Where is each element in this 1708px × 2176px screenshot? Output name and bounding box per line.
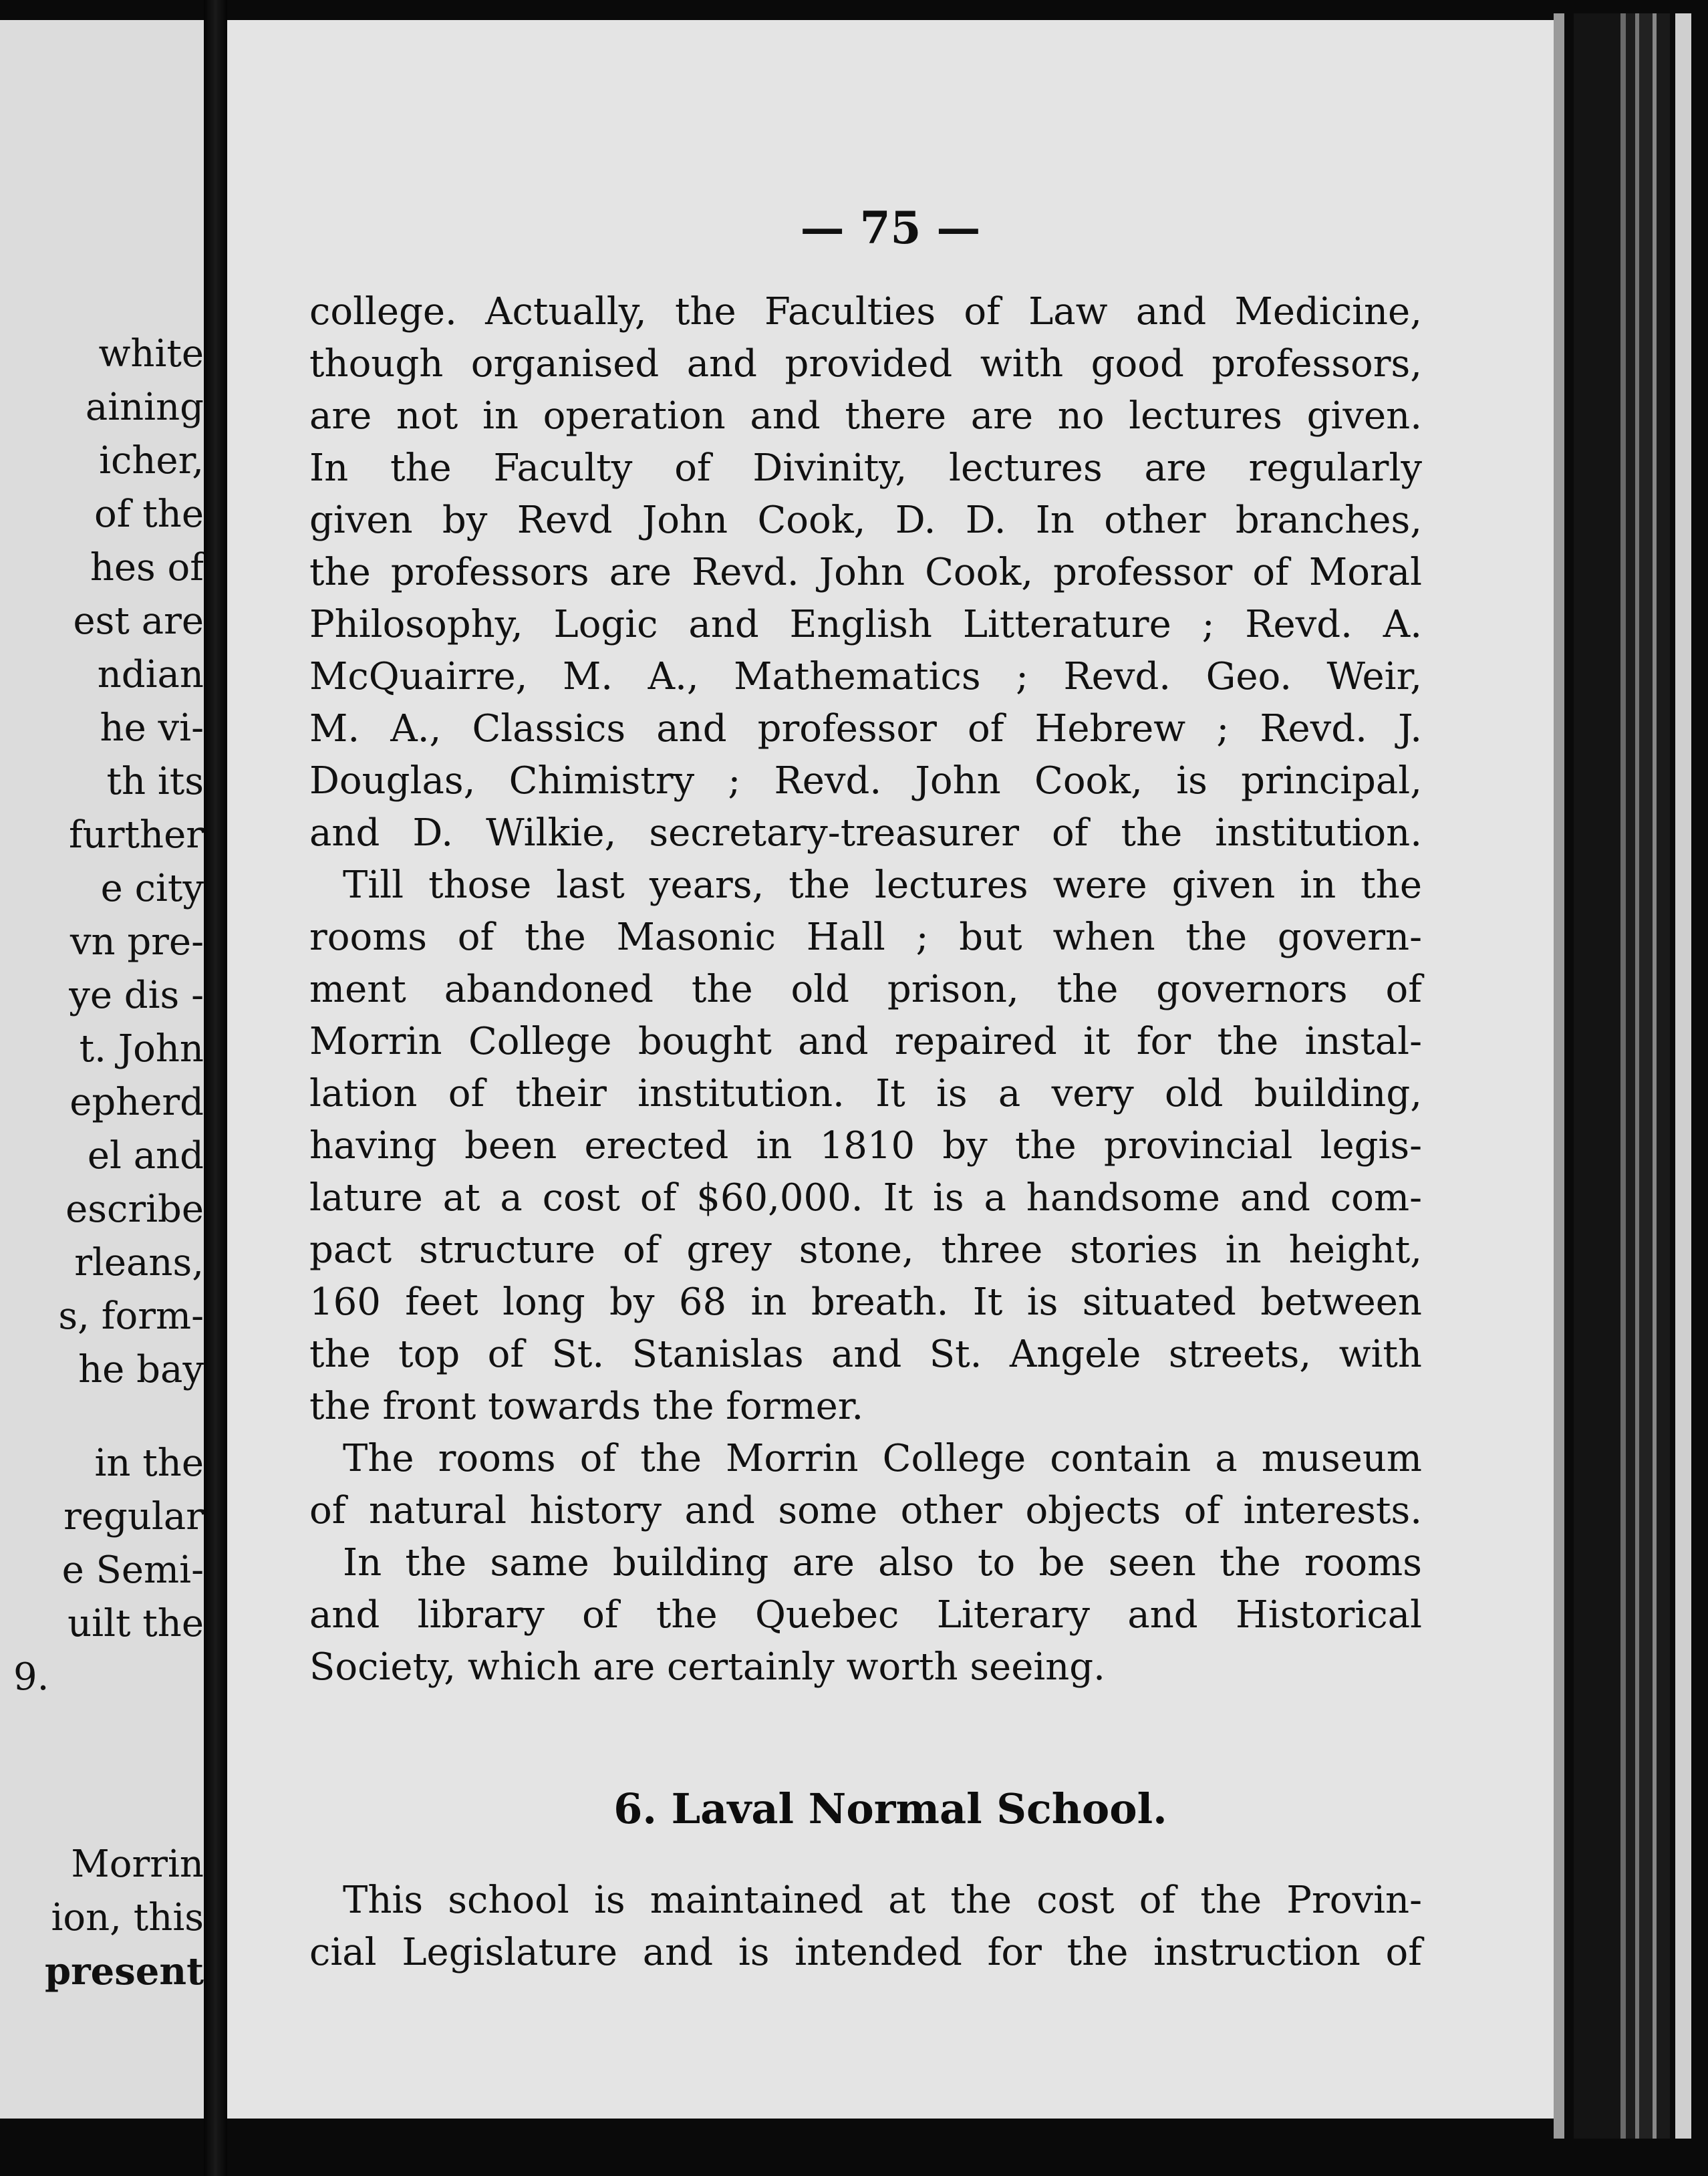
text-line: are not in operation and there are no lectures given.	[309, 394, 1422, 438]
paragraph	[309, 1433, 1422, 1537]
left-line: he bay	[78, 1348, 204, 1391]
left-line: escribe	[65, 1188, 204, 1231]
text-line: In the same building are also to be seen the rooms	[343, 1541, 1422, 1585]
text-line: Till those last years, the lectures were given in the	[343, 863, 1422, 907]
left-line: regular	[63, 1495, 204, 1538]
text-line: cial Legislature and is intended for the instruction of	[309, 1931, 1422, 1974]
left-line: s, form-	[58, 1295, 204, 1338]
left-line: uilt the	[67, 1602, 204, 1645]
body-text	[309, 286, 1422, 1693]
text-line: the front towards the former.	[309, 1385, 864, 1428]
paragraph	[309, 859, 1422, 1433]
paragraph	[309, 1875, 1422, 1979]
text-line: Philosophy, Logic and English Litterature ; Revd. A.	[309, 603, 1422, 646]
book-gutter	[204, 0, 227, 2176]
text-line: M. A., Classics and professor of Hebrew ; Revd. J.	[309, 707, 1422, 751]
text-line: ment abandoned the old prison, the governors of	[309, 968, 1422, 1011]
text-line: Douglas, Chimistry ; Revd. John Cook, is principal,	[309, 759, 1422, 803]
left-line: rleans,	[74, 1241, 204, 1284]
left-page-fragment	[0, 20, 204, 2119]
left-line: 9.	[13, 1655, 49, 1699]
section-heading: 6. Laval Normal School.	[613, 1784, 1167, 1833]
page-edge	[1675, 13, 1691, 2139]
text-line: though organised and provided with good professors,	[309, 342, 1422, 386]
left-line: t. John	[79, 1027, 204, 1071]
text-line: college. Actually, the Faculties of Law and Medicine,	[309, 290, 1422, 333]
body-text	[309, 1875, 1422, 1979]
text-line: pact structure of grey stone, three stories in height,	[309, 1228, 1422, 1272]
text-line: Society, which are certainly worth seeing.	[309, 1645, 1105, 1689]
left-line: white	[98, 332, 204, 376]
text-line: lature at a cost of $60,000. It is a handsome and com-	[309, 1176, 1422, 1220]
left-line: he vi-	[100, 706, 204, 750]
left-line: of the	[94, 493, 204, 536]
text-line: and D. Wilkie, secretary-treasurer of the institution.	[309, 811, 1422, 855]
text-line: having been erected in 1810 by the provincial legis-	[309, 1124, 1422, 1168]
page-edge	[1639, 13, 1653, 2139]
book-page-edges	[1554, 0, 1708, 2176]
page-edge	[1626, 13, 1635, 2139]
text-line: In the Faculty of Divinity, lectures are regularly	[309, 446, 1422, 490]
text-line: given by Revd John Cook, D. D. In other branches,	[309, 499, 1422, 542]
left-line: th its	[106, 760, 204, 803]
page-75	[227, 20, 1554, 2119]
text-line: and library of the Quebec Literary and Historical	[309, 1593, 1422, 1637]
text-line: Morrin College bought and repaired it for the instal-	[309, 1020, 1422, 1063]
left-line: vn pre-	[69, 920, 204, 964]
left-line: icher,	[99, 439, 204, 483]
text-line: The rooms of the Morrin College contain a museum	[343, 1437, 1422, 1480]
page-edge	[1657, 13, 1670, 2139]
text-line: rooms of the Masonic Hall ; but when the govern-	[309, 916, 1422, 959]
text-line: the top of St. Stanislas and St. Angele streets, with	[309, 1333, 1422, 1376]
left-line: est are	[73, 599, 204, 643]
left-line: ye dis -	[69, 974, 204, 1017]
left-line: ion, this	[51, 1896, 204, 1939]
left-line: epherd	[69, 1081, 204, 1124]
left-line: e city	[100, 867, 204, 910]
page-edge	[1574, 13, 1620, 2139]
text-line: This school is maintained at the cost of the Provin-	[343, 1879, 1422, 1922]
text-line: of natural history and some other objects of interests.	[309, 1489, 1422, 1532]
text-line: lation of their institution. It is a very old building,	[309, 1072, 1422, 1115]
left-line: ndian	[97, 653, 204, 696]
paragraph	[309, 286, 1422, 859]
left-line: hes of	[90, 546, 204, 589]
page-edge	[1554, 13, 1564, 2139]
paragraph	[309, 1537, 1422, 1693]
page-number: — 75 —	[800, 202, 981, 254]
left-line: e Semi-	[61, 1548, 204, 1592]
text-line: the professors are Revd. John Cook, professor of Moral	[309, 551, 1422, 594]
text-line: 160 feet long by 68 in breath. It is situated between	[309, 1280, 1422, 1324]
left-line: further	[68, 813, 204, 857]
left-line: present	[44, 1949, 204, 1994]
left-line: Morrin	[71, 1843, 204, 1886]
text-line: McQuairre, M. A., Mathematics ; Revd. Geo. Weir,	[309, 655, 1422, 698]
left-line: el and	[87, 1134, 204, 1178]
page-edge	[1620, 13, 1626, 2139]
left-line: in the	[94, 1442, 204, 1485]
left-line: aining	[85, 386, 204, 429]
